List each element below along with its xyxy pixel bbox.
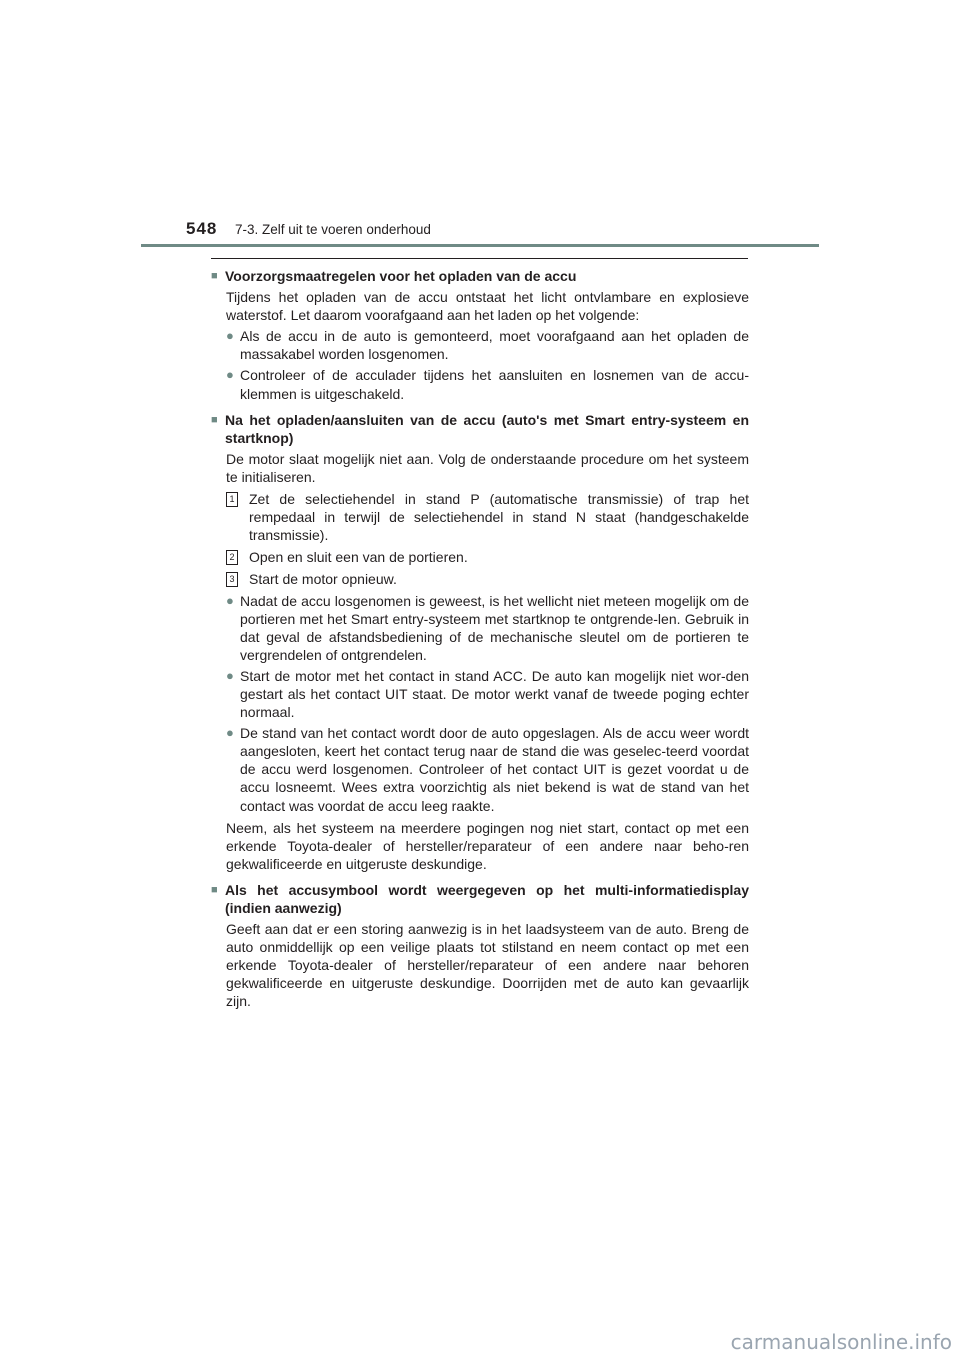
content bbox=[211, 258, 749, 1011]
heading-text: Als het accusymbool wordt weergegeven op het multi-informatiedisplay (indien aanwezig) bbox=[225, 881, 749, 916]
list-item bbox=[226, 366, 749, 402]
page-number: 548 bbox=[186, 219, 218, 238]
heading-after-charging bbox=[211, 411, 749, 447]
list-item-text: Controleer of de acculader tijdens het aansluiten en losnemen van de accu-klemmen is uitgeschakeld. bbox=[240, 367, 749, 402]
header-rule bbox=[141, 244, 819, 247]
step-text: Start de motor opnieuw. bbox=[249, 571, 397, 588]
page-header bbox=[0, 0, 960, 250]
circle-bullet-icon: ● bbox=[226, 667, 234, 683]
paragraph: Geeft aan dat er een storing aanwezig is in het laadsysteem van de auto. Breng de auto onmiddellijk op een veilige plaats tot stilstand en neem contact op met een erkende Toyota-dealer of hersteller/reparateur of een andere naar behoren gekwalificeerde en uitgeruste deskundige. Doorrijden met de auto kan gevaarlijk zijn. bbox=[226, 921, 749, 1010]
watermark: carmanualsonline.info bbox=[730, 1330, 952, 1354]
square-bullet-icon: ■ bbox=[211, 883, 218, 896]
list-item-text: Start de motor met het contact in stand ACC. De auto kan mogelijk niet wor-den gestart als het contact UIT staat. De motor werkt vanaf de tweede poging echter normaal. bbox=[240, 667, 749, 721]
circle-bullet-icon: ● bbox=[226, 592, 234, 608]
circle-bullet-icon: ● bbox=[226, 367, 234, 383]
list-item bbox=[226, 667, 749, 721]
section-title: 7-3. Zelf uit te voeren onderhoud bbox=[235, 222, 431, 237]
list-item bbox=[226, 327, 749, 363]
circle-bullet-icon: ● bbox=[226, 328, 234, 344]
square-bullet-icon: ■ bbox=[211, 270, 218, 282]
step-text: Open en sluit een van de portieren. bbox=[249, 549, 468, 566]
paragraph: Tijdens het opladen van de accu ontstaat het licht ontvlambare en explosieve waterstof. Let daarom voorafgaand aan het laden op het volgende: bbox=[226, 289, 749, 324]
list-item-text: Nadat de accu losgenomen is geweest, is het wellicht niet meteen mogelijk om de portieren met het Smart entry-systeem met startknop te ontgrende-len. Gebruik in dat geval de afstandsbediening of de mechanische sleutel om de portieren te vergrendelen of ontgrendelen. bbox=[240, 592, 749, 663]
step-item bbox=[226, 490, 749, 544]
heading-text: Voorzorgsmaatregelen voor het opladen van de accu bbox=[225, 268, 577, 284]
heading-battery-symbol bbox=[211, 881, 749, 917]
step-text: Zet de selectiehendel in stand P (automatische transmissie) of trap het rempedaal in terwijl de selectiehendel in stand N staat (handgeschakelde transmissie). bbox=[249, 491, 749, 544]
heading-charging-precautions bbox=[211, 267, 749, 285]
list-item-text: De stand van het contact wordt door de auto opgeslagen. Als de accu weer wordt aangesloten, keert het contact terug naar de stand die was geselec-teerd voordat de accu werd losgenomen. Controleer of het contact UIT is gezet voordat u de accu losneemt. Wees extra voorzichtig als niet bekend is wat de stand van het contact was voordat de accu leeg raakte. bbox=[240, 725, 749, 814]
step-item bbox=[226, 548, 749, 566]
list-item bbox=[226, 592, 749, 664]
paragraph: De motor slaat mogelijk niet aan. Volg de onderstaande procedure om het systeem te initialiseren. bbox=[226, 450, 749, 485]
top-rule bbox=[211, 258, 748, 259]
step-number: 1 bbox=[226, 492, 238, 507]
list-item-text: Als de accu in de auto is gemonteerd, moet voorafgaand aan het opladen de massakabel worden losgenomen. bbox=[240, 328, 749, 363]
step-item bbox=[226, 570, 749, 588]
paragraph: Neem, als het systeem na meerdere pogingen nog niet start, contact op met een erkende Toyota-dealer of hersteller/reparateur of een andere naar beho-ren gekwalificeerde en uitgeruste deskundige. bbox=[226, 819, 749, 872]
step-number: 2 bbox=[226, 550, 238, 565]
circle-bullet-icon: ● bbox=[226, 725, 234, 741]
heading-text: Na het opladen/aansluiten van de accu (auto's met Smart entry-systeem en startknop) bbox=[225, 411, 749, 446]
step-number: 3 bbox=[226, 572, 238, 587]
square-bullet-icon: ■ bbox=[211, 413, 218, 426]
list-item bbox=[226, 724, 749, 814]
